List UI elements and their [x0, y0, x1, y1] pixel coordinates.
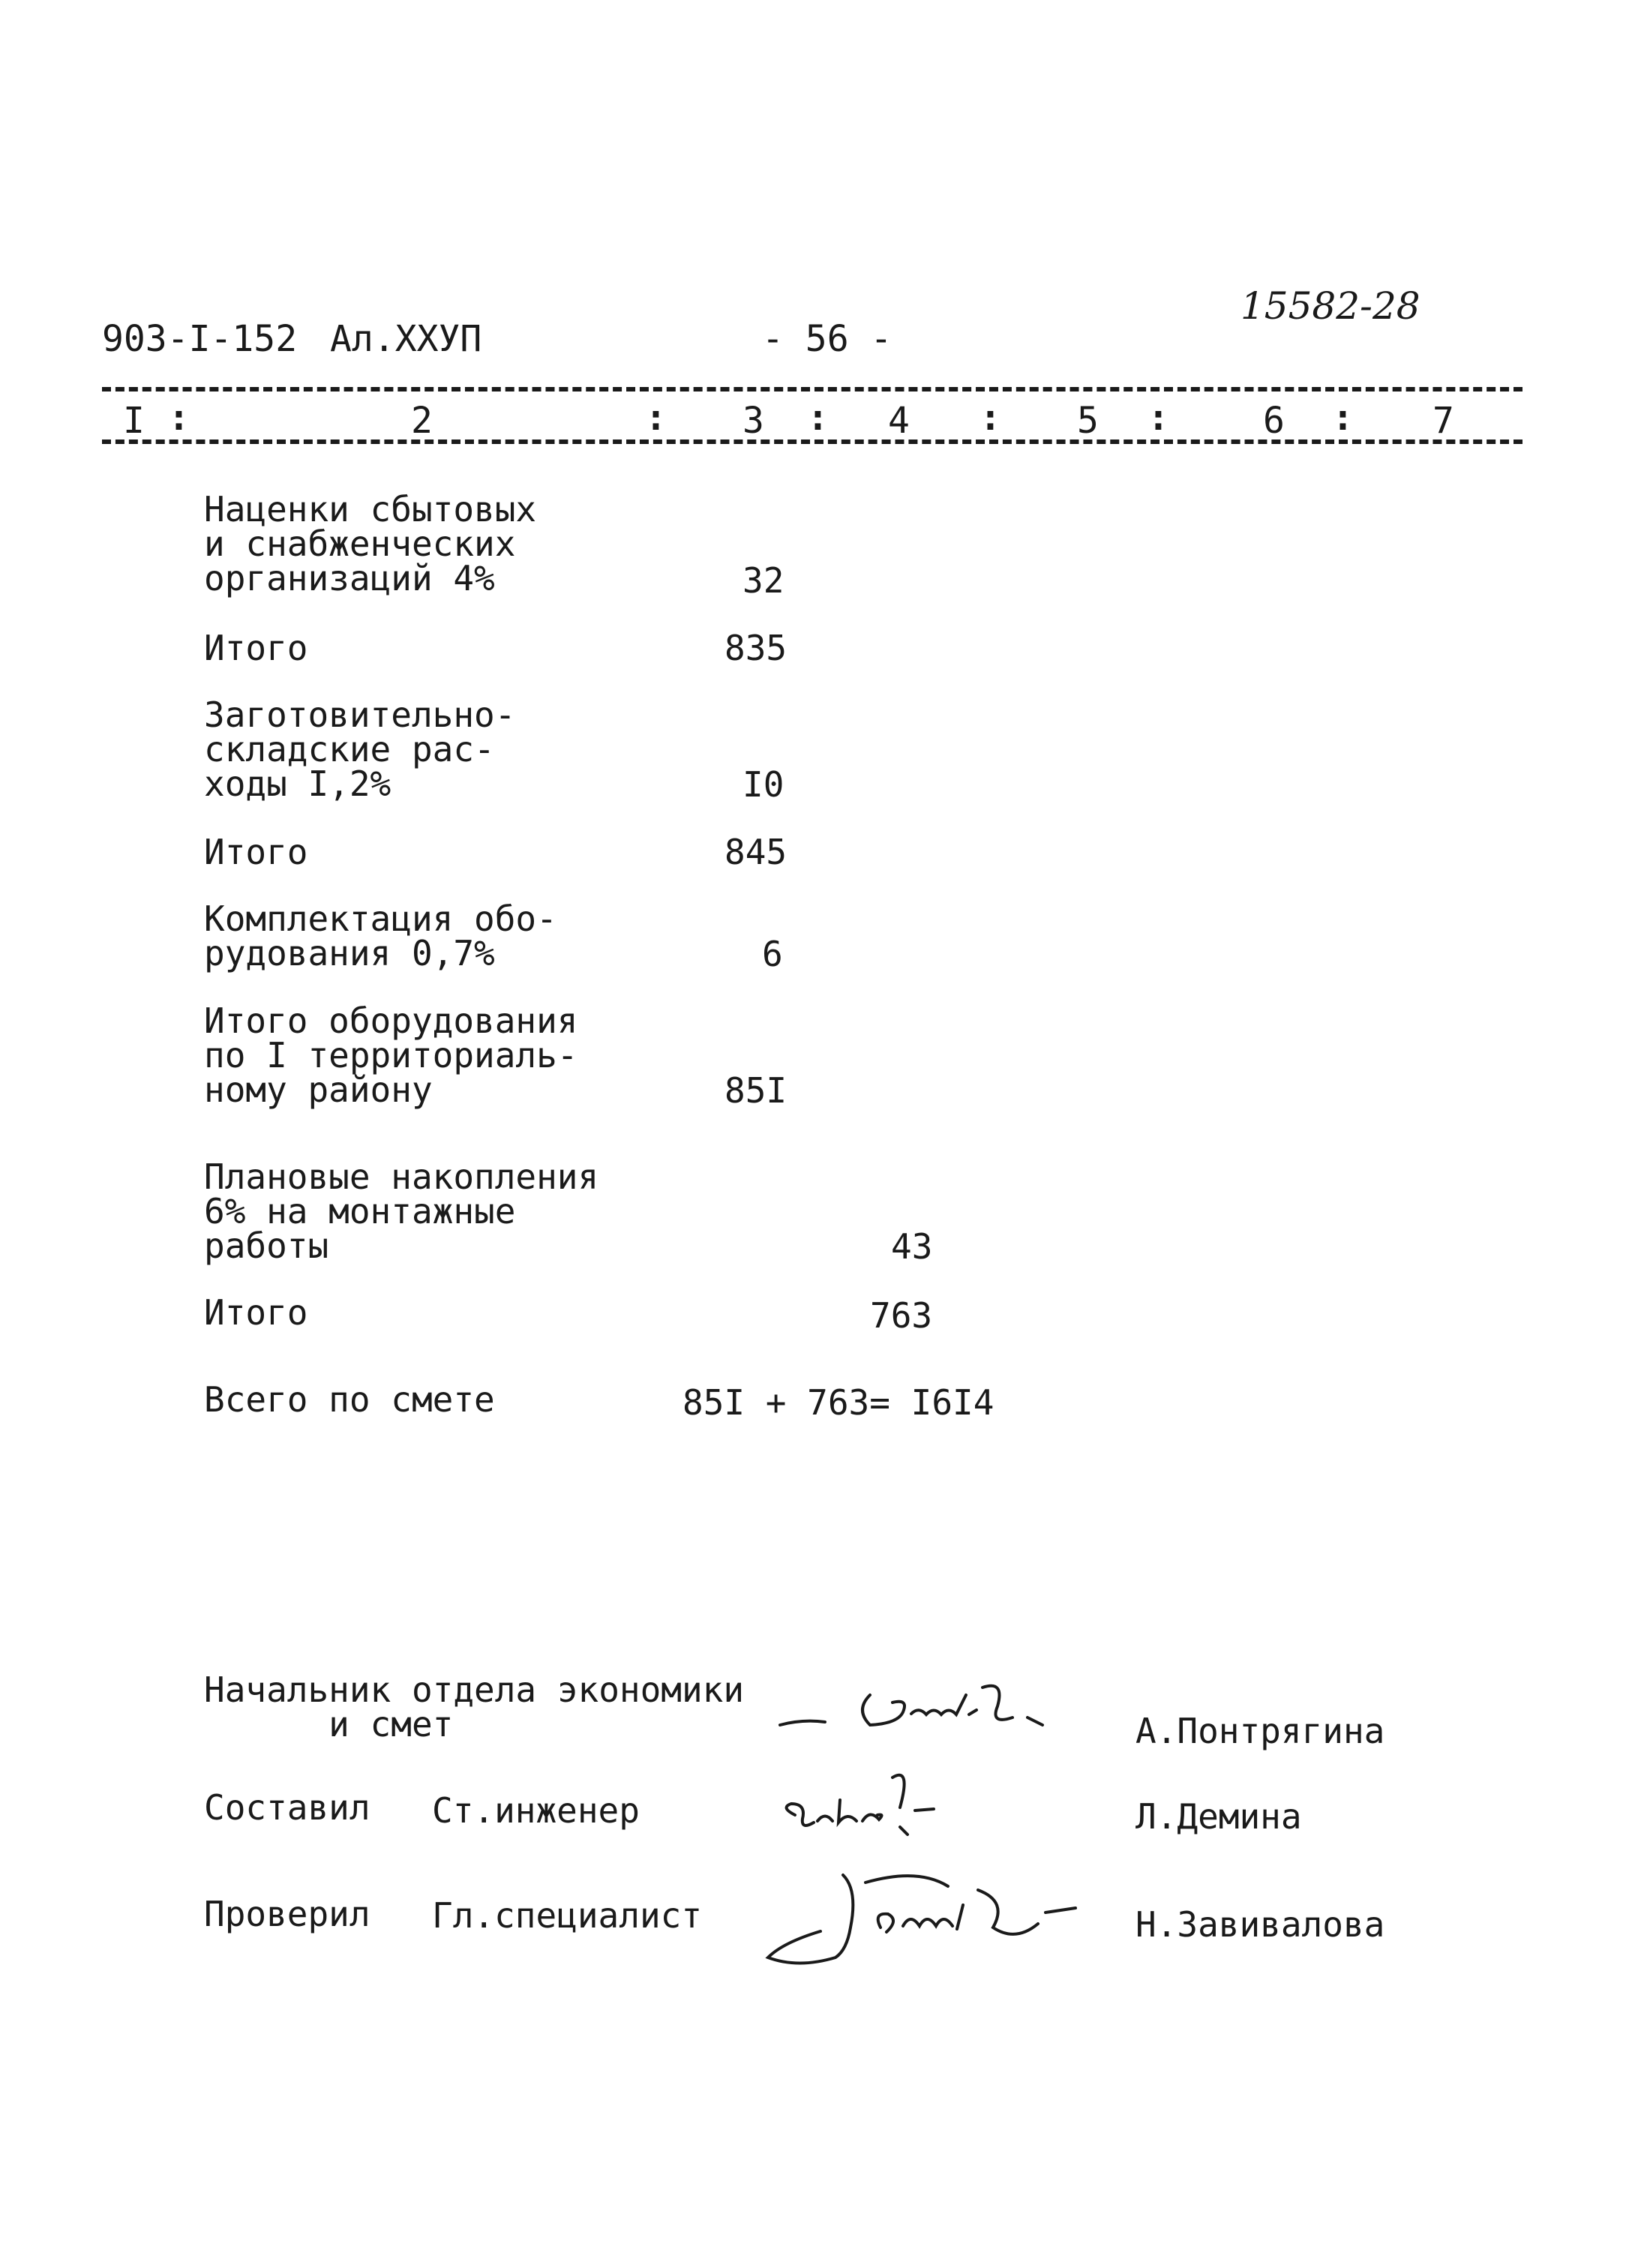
signature-name: Л.Демина [1136, 1796, 1302, 1837]
column-separator: : [807, 397, 829, 439]
row-value-col4: 763 [870, 1295, 933, 1336]
column-separator: : [1148, 397, 1169, 439]
row-value-col3: 845 [724, 832, 788, 872]
signature-name: А.Понтрягина [1136, 1711, 1385, 1751]
column-separator: : [980, 397, 1001, 439]
row-value-col3: I0 [742, 764, 784, 805]
row-label-markups: Наценки сбытовых и снабженческих организаций 4% [204, 489, 537, 598]
page-number: - 56 - [762, 318, 892, 360]
header-rule-bottom [102, 440, 1522, 444]
column-separator: : [168, 397, 190, 439]
column-separator: : [645, 397, 667, 439]
signature-role: Начальник отдела экономики и смет [204, 1670, 745, 1744]
column-number-2: 2 [411, 400, 433, 442]
handwritten-archive-number: 15582-28 [1240, 284, 1420, 328]
row-label-equipment-kitting: Комплектация обо- рудования 0,7% [204, 898, 557, 974]
signature-name: Н.Завивалова [1136, 1904, 1385, 1945]
album-number: Ал.ХХУП [330, 318, 482, 360]
row-value-col3: 835 [724, 628, 788, 668]
handwritten-signature [753, 1860, 1098, 1980]
row-label-procurement: Заготовительно- складские рас- ходы I,2% [204, 694, 516, 804]
column-number-6: 6 [1263, 400, 1285, 442]
signature-position: Гл.специалист [432, 1895, 703, 1936]
row-label-total: Итого [204, 628, 308, 668]
column-number-1: I [123, 400, 145, 442]
signature-role: Проверил [204, 1894, 370, 1934]
row-label-total: Итого [204, 1292, 308, 1333]
column-number-7: 7 [1432, 400, 1454, 442]
column-number-4: 4 [888, 400, 910, 442]
row-value-col4: 43 [891, 1226, 933, 1267]
handwritten-signature [772, 1665, 1088, 1748]
row-label-total: Итого [204, 832, 308, 872]
column-number-3: 3 [742, 400, 764, 442]
column-separator: : [1332, 397, 1354, 439]
handwritten-signature [772, 1762, 982, 1845]
row-value-col3: 85I [724, 1070, 788, 1111]
signature-position: Ст.инженер [432, 1790, 640, 1831]
grand-total-value: 85I + 763= I6I4 [682, 1382, 994, 1423]
document-code: 903-I-152 [102, 318, 298, 360]
row-label-planned-savings: Плановые накопления 6% на монтажные работы [204, 1156, 599, 1266]
header-rule-top [102, 387, 1522, 392]
row-value-col3: 6 [762, 934, 783, 974]
row-label-equipment-total: Итого оборудования по I территориаль- ному району [204, 1000, 578, 1110]
column-number-5: 5 [1077, 400, 1099, 442]
signature-role: Составил [204, 1787, 370, 1828]
grand-total-label: Всего по смете [204, 1379, 495, 1420]
row-value-col3: 32 [742, 560, 784, 601]
